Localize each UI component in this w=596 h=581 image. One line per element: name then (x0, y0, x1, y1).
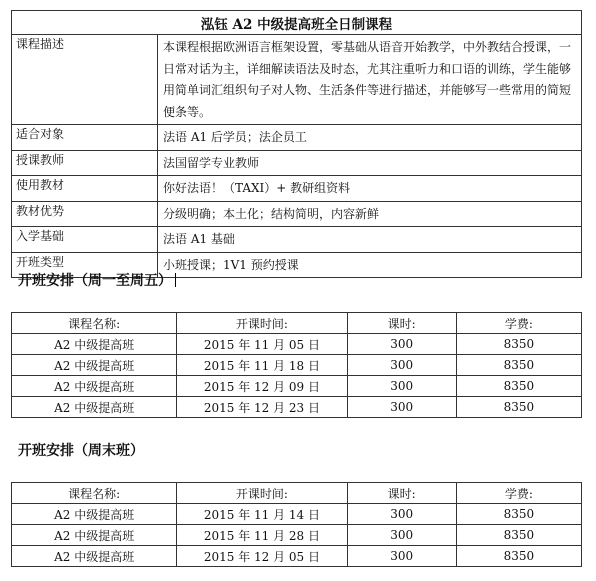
cell-start-date: 2015 年 12 月 09 日 (177, 376, 347, 397)
cell-fee: 8350 (456, 546, 581, 567)
text-cursor (175, 273, 176, 287)
cell-course-name: A2 中级提高班 (12, 334, 177, 355)
table-row (12, 376, 582, 397)
weekday-schedule-heading (18, 270, 176, 290)
cell-fee: 8350 (456, 504, 581, 525)
row-value-teacher: 法国留学专业教师 (158, 150, 582, 176)
table-header-row (12, 483, 582, 504)
row-label-advantages: 教材优势 (12, 201, 158, 227)
weekend-heading-text: 开班安排（周末班） (18, 443, 144, 459)
header-course-name: 课程名称: (12, 313, 177, 334)
cell-start-date: 2015 年 12 月 05 日 (177, 546, 347, 567)
weekday-schedule-table (11, 312, 582, 418)
cell-fee: 8350 (456, 334, 581, 355)
cell-start-date: 2015 年 11 月 05 日 (177, 334, 347, 355)
header-hours: 课时: (347, 483, 456, 504)
course-title: 泓钰 A2 中级提高班全日制课程 (12, 11, 582, 35)
header-hours: 课时: (347, 313, 456, 334)
table-row (12, 355, 582, 376)
header-course-name: 课程名称: (12, 483, 177, 504)
cell-hours: 300 (347, 334, 456, 355)
cell-start-date: 2015 年 11 月 14 日 (177, 504, 347, 525)
header-fee: 学费: (456, 313, 581, 334)
cell-hours: 300 (347, 397, 456, 418)
weekday-heading-text: 开班安排（周一至周五） (18, 273, 172, 289)
header-fee: 学费: (456, 483, 581, 504)
table-row (12, 546, 582, 567)
cell-fee: 8350 (456, 376, 581, 397)
row-value-advantages: 分级明确；本土化；结构简明，内容新鲜 (158, 201, 582, 227)
cell-fee: 8350 (456, 397, 581, 418)
table-header-row (12, 313, 582, 334)
cell-start-date: 2015 年 12 月 23 日 (177, 397, 347, 418)
row-value-prerequisite: 法语 A1 基础 (158, 227, 582, 253)
row-label-textbook: 使用教材 (12, 176, 158, 202)
cell-hours: 300 (347, 504, 456, 525)
cell-hours: 300 (347, 525, 456, 546)
cell-course-name: A2 中级提高班 (12, 376, 177, 397)
table-row (12, 525, 582, 546)
cell-course-name: A2 中级提高班 (12, 504, 177, 525)
header-start-date: 开课时间: (177, 483, 347, 504)
cell-start-date: 2015 年 11 月 28 日 (177, 525, 347, 546)
course-info-table (11, 10, 582, 278)
cell-hours: 300 (347, 546, 456, 567)
row-value-audience: 法语 A1 后学员；法企员工 (158, 125, 582, 151)
weekend-schedule-heading (18, 440, 144, 460)
table-row (12, 334, 582, 355)
cell-course-name: A2 中级提高班 (12, 546, 177, 567)
cell-course-name: A2 中级提高班 (12, 525, 177, 546)
cell-hours: 300 (347, 355, 456, 376)
cell-course-name: A2 中级提高班 (12, 397, 177, 418)
row-value-description: 本课程根据欧洲语言框架设置，零基础从语音开始教学，中外教结合授课，一日常对话为主，详细解读语法及时态，尤其注重听力和口语的训练，学生能够用简单词汇组织句子对人物、生活条件等进行描述，并能够写一些常用的简短便条等。 (158, 35, 582, 125)
header-start-date: 开课时间: (177, 313, 347, 334)
weekend-schedule-table (11, 482, 582, 567)
row-value-textbook: 你好法语！（TAXI）+ 教研组资料 (158, 176, 582, 202)
table-row (12, 504, 582, 525)
cell-hours: 300 (347, 376, 456, 397)
row-label-class-type: 开班类型 (12, 252, 158, 278)
row-value-class-type: 小班授课；1V1 预约授课 (158, 252, 582, 278)
table-row (12, 397, 582, 418)
row-label-description: 课程描述 (12, 35, 158, 125)
cell-course-name: A2 中级提高班 (12, 355, 177, 376)
cell-fee: 8350 (456, 355, 581, 376)
cell-fee: 8350 (456, 525, 581, 546)
row-label-audience: 适合对象 (12, 125, 158, 151)
row-label-prerequisite: 入学基础 (12, 227, 158, 253)
cell-start-date: 2015 年 11 月 18 日 (177, 355, 347, 376)
row-label-teacher: 授课教师 (12, 150, 158, 176)
